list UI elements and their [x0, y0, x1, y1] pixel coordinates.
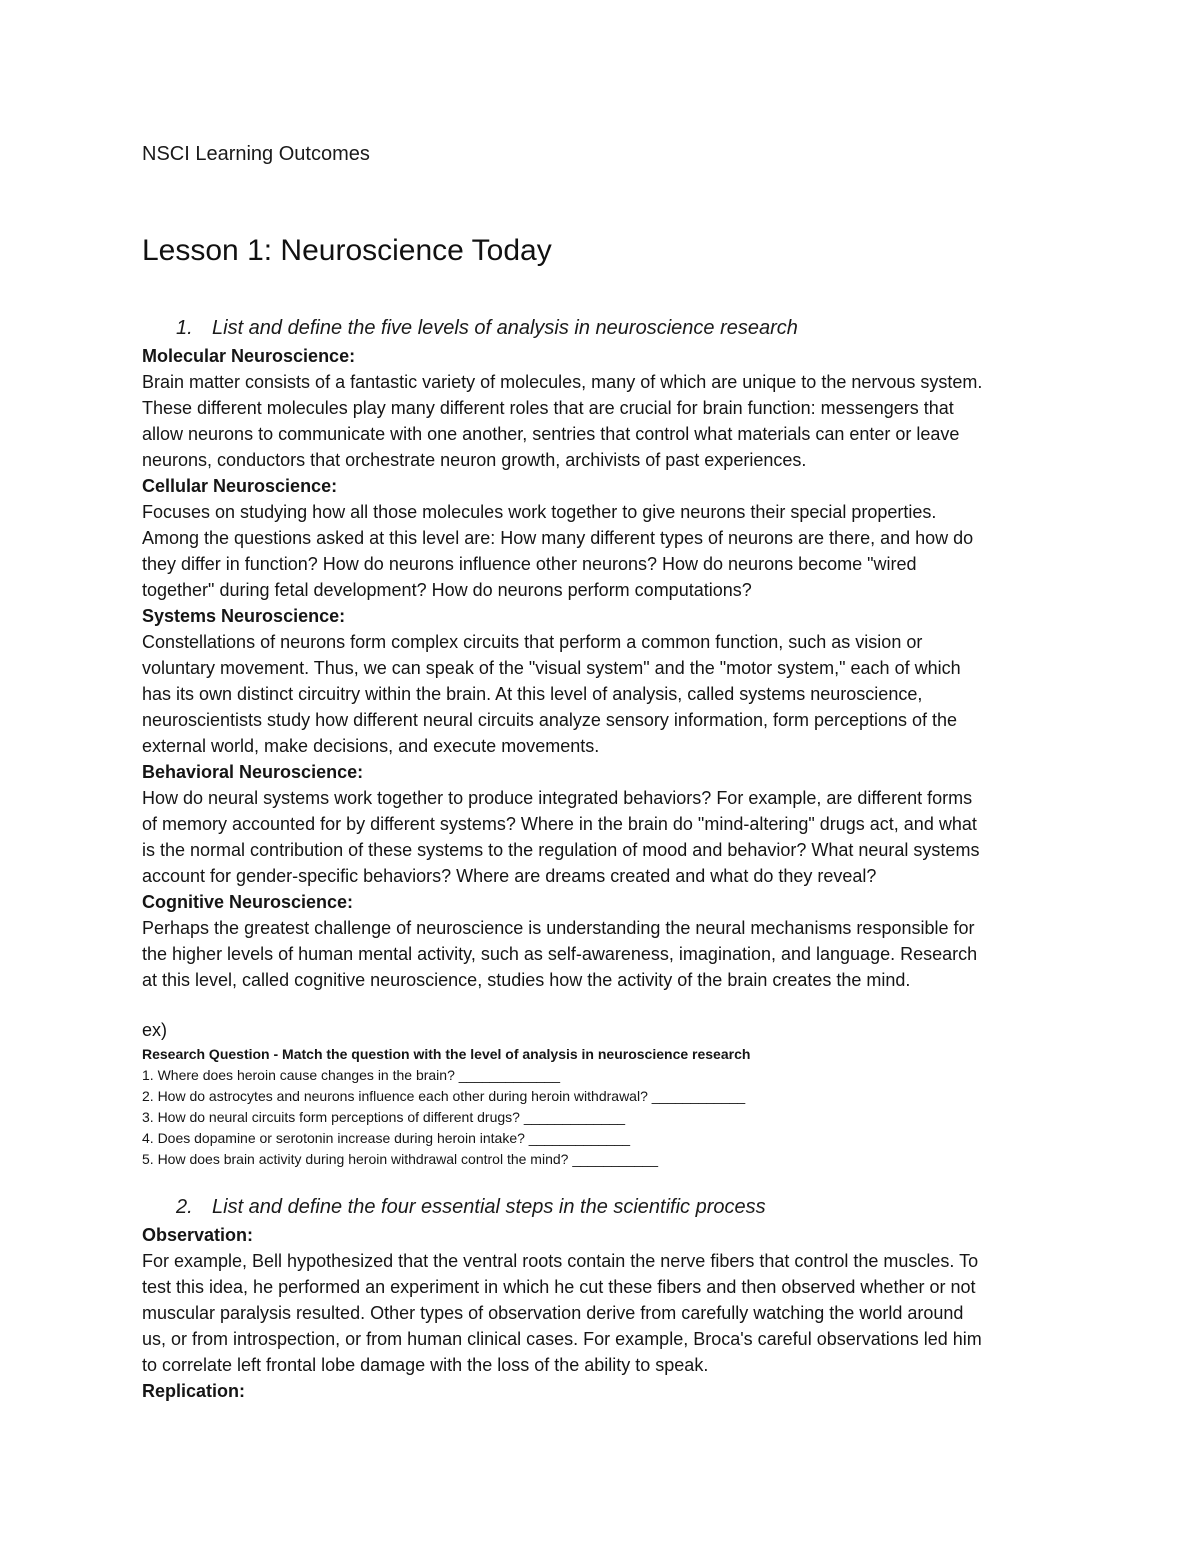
- level-line: Perhaps the greatest challenge of neuroscience is understanding the neural mechanisms responsible for: [142, 918, 975, 938]
- level-line: is the normal contribution of these systems to the regulation of mood and behavior? What neural systems: [142, 840, 980, 860]
- step-line: test this idea, he performed an experiment in which he cut these fibers and then observed whether or not: [142, 1277, 976, 1297]
- level-line: These different molecules play many different roles that are crucial for brain function: messengers that: [142, 398, 954, 418]
- research-question-item: 4. Does dopamine or serotonin increase during heroin intake? _____________: [142, 1130, 631, 1146]
- objective-number: 2.: [176, 1196, 193, 1218]
- level-term: Cognitive Neuroscience:: [142, 892, 354, 912]
- research-question-block: [142, 1044, 750, 1170]
- level-line: Focuses on studying how all those molecules work together to give neurons their special properties.: [142, 502, 937, 522]
- step-term: Observation:: [142, 1225, 254, 1245]
- document-title: NSCI Learning Outcomes: [142, 143, 370, 165]
- step-line: us, or from introspection, or from human clinical cases. For example, Broca's careful observations led him: [142, 1329, 982, 1349]
- level-line: of memory accounted for by different systems? Where in the brain do "mind-altering" drugs act, and what: [142, 814, 977, 834]
- level-term: Cellular Neuroscience:: [142, 476, 338, 496]
- step-line: muscular paralysis resulted. Other types of observation derive from carefully watching the world around: [142, 1303, 964, 1323]
- step-line: For example, Bell hypothesized that the ventral roots contain the nerve fibers that control the muscles. To: [142, 1251, 979, 1271]
- objective-text: List and define the five levels of analysis in neuroscience research: [212, 317, 798, 339]
- level-line: at this level, called cognitive neuroscience, studies how the activity of the brain creates the mind.: [142, 970, 911, 990]
- step-term: Replication:: [142, 1381, 246, 1401]
- research-question-item: 2. How do astrocytes and neurons influence each other during heroin withdrawal? ____________: [142, 1088, 746, 1104]
- level-line: the higher levels of human mental activity, such as self-awareness, imagination, and language. Research: [142, 944, 978, 964]
- level-line: voluntary movement. Thus, we can speak of the "visual system" and the "motor system," each of which: [142, 658, 961, 678]
- objective-2: [176, 1194, 766, 1220]
- level-line: external world, make decisions, and execute movements.: [142, 736, 600, 756]
- level-line: allow neurons to communicate with one another, sentries that control what materials can enter or leave: [142, 424, 960, 444]
- level-line: neurons, conductors that orchestrate neuron growth, archivists of past experiences.: [142, 450, 807, 470]
- level-line: How do neural systems work together to produce integrated behaviors? For example, are different forms: [142, 788, 973, 808]
- research-question-item: 3. How do neural circuits form perceptions of different drugs? _____________: [142, 1109, 626, 1125]
- level-term: Systems Neuroscience:: [142, 606, 346, 626]
- scientific-process-steps: [142, 1222, 1067, 1404]
- example-label: ex): [142, 1020, 168, 1040]
- level-term: Behavioral Neuroscience:: [142, 762, 364, 782]
- objective-number: 1.: [176, 317, 193, 339]
- level-line: Brain matter consists of a fantastic variety of molecules, many of which are unique to the nervous system.: [142, 372, 983, 392]
- research-question-item: 5. How does brain activity during heroin withdrawal control the mind? ___________: [142, 1151, 658, 1167]
- level-line: account for gender-specific behaviors? Where are dreams created and what do they reveal?: [142, 866, 877, 886]
- level-line: neuroscientists study how different neural circuits analyze sensory information, form perceptions of the: [142, 710, 958, 730]
- research-question-item: 1. Where does heroin cause changes in the brain? _____________: [142, 1067, 560, 1083]
- level-line: they differ in function? How do neurons influence other neurons? How do neurons become "wired: [142, 554, 917, 574]
- level-line: Among the questions asked at this level are: How many different types of neurons are there, and how do: [142, 528, 974, 548]
- level-term: Molecular Neuroscience:: [142, 346, 356, 366]
- objective-1: [176, 315, 798, 341]
- lesson-heading: Lesson 1: Neuroscience Today: [142, 234, 552, 267]
- levels-of-analysis: [142, 343, 1067, 993]
- level-line: has its own distinct circuitry within the brain. At this level of analysis, called systems neuroscience,: [142, 684, 923, 704]
- level-line: together" during fetal development? How do neurons perform computations?: [142, 580, 752, 600]
- research-question-heading: Research Question - Match the question with the level of analysis in neuroscience research: [142, 1046, 751, 1062]
- level-line: Constellations of neurons form complex circuits that perform a common function, such as vision or: [142, 632, 923, 652]
- objective-text: List and define the four essential steps in the scientific process: [212, 1196, 766, 1218]
- step-line: to correlate left frontal lobe damage with the loss of the ability to speak.: [142, 1355, 709, 1375]
